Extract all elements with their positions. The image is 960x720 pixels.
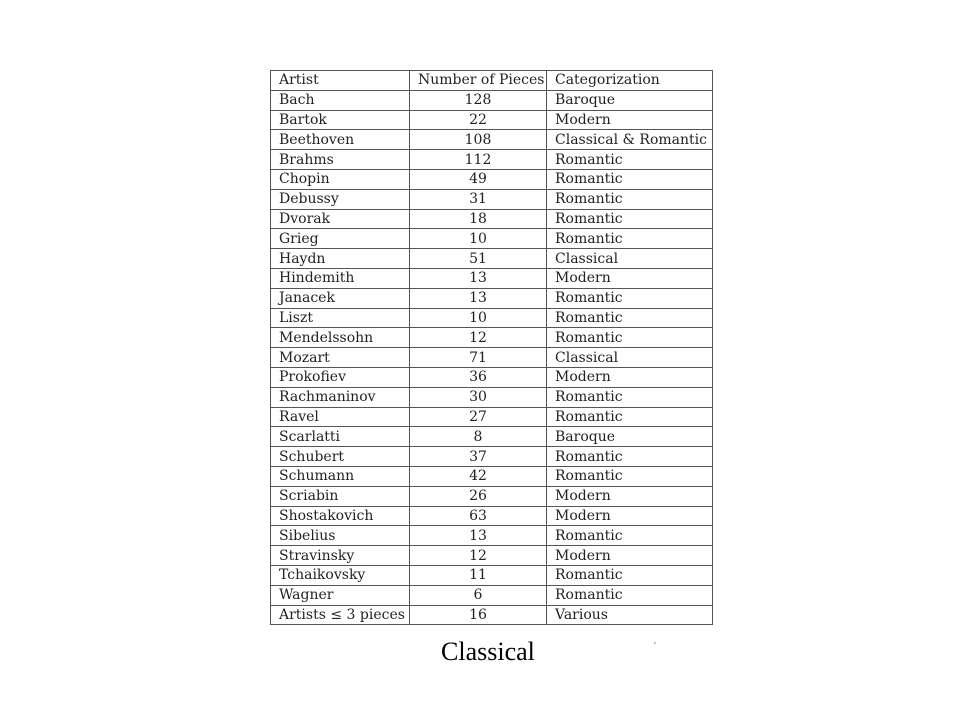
category-cell: Baroque xyxy=(547,427,713,447)
header-artist: Artist xyxy=(271,71,410,91)
pieces-cell: 63 xyxy=(410,506,547,526)
composer-table xyxy=(270,70,713,625)
artist-cell: Schubert xyxy=(271,447,410,467)
artist-cell: Artists ≤ 3 pieces xyxy=(271,605,410,625)
artist-cell: Beethoven xyxy=(271,130,410,150)
table-row xyxy=(271,229,713,249)
category-cell: Romantic xyxy=(547,150,713,170)
category-cell: Classical & Romantic xyxy=(547,130,713,150)
artist-cell: Bach xyxy=(271,90,410,110)
category-cell: Romantic xyxy=(547,189,713,209)
pieces-cell: 37 xyxy=(410,447,547,467)
table-row xyxy=(271,209,713,229)
table-row xyxy=(271,268,713,288)
category-cell: Romantic xyxy=(547,328,713,348)
table-row xyxy=(271,150,713,170)
artist-cell: Brahms xyxy=(271,150,410,170)
artist-cell: Janacek xyxy=(271,288,410,308)
table-row xyxy=(271,130,713,150)
pieces-cell: 36 xyxy=(410,367,547,387)
category-cell: Classical xyxy=(547,348,713,368)
pieces-cell: 27 xyxy=(410,407,547,427)
table-row xyxy=(271,308,713,328)
pieces-cell: 11 xyxy=(410,565,547,585)
pieces-cell: 31 xyxy=(410,189,547,209)
artist-cell: Debussy xyxy=(271,189,410,209)
category-cell: Romantic xyxy=(547,387,713,407)
artist-cell: Stravinsky xyxy=(271,546,410,566)
pieces-cell: 12 xyxy=(410,328,547,348)
pieces-cell: 22 xyxy=(410,110,547,130)
category-cell: Modern xyxy=(547,486,713,506)
category-cell: Romantic xyxy=(547,447,713,467)
category-cell: Romantic xyxy=(547,565,713,585)
artist-cell: Bartok xyxy=(271,110,410,130)
pieces-cell: 13 xyxy=(410,526,547,546)
artist-cell: Scarlatti xyxy=(271,427,410,447)
artist-cell: Mozart xyxy=(271,348,410,368)
artist-cell: Sibelius xyxy=(271,526,410,546)
pieces-cell: 108 xyxy=(410,130,547,150)
pieces-cell: 10 xyxy=(410,229,547,249)
pieces-cell: 12 xyxy=(410,546,547,566)
artist-cell: Schumann xyxy=(271,466,410,486)
composer-table-container xyxy=(270,70,712,625)
artist-cell: Rachmaninov xyxy=(271,387,410,407)
table-row xyxy=(271,506,713,526)
table-row xyxy=(271,407,713,427)
pieces-cell: 42 xyxy=(410,466,547,486)
table-header-row xyxy=(271,71,713,91)
pieces-cell: 10 xyxy=(410,308,547,328)
artist-cell: Mendelssohn xyxy=(271,328,410,348)
pieces-cell: 26 xyxy=(410,486,547,506)
caption-classical: Classical xyxy=(441,637,535,666)
artist-cell: Wagner xyxy=(271,585,410,605)
table-row xyxy=(271,546,713,566)
artist-cell: Ravel xyxy=(271,407,410,427)
pieces-cell: 49 xyxy=(410,169,547,189)
artist-cell: Chopin xyxy=(271,169,410,189)
table-row xyxy=(271,189,713,209)
pieces-cell: 13 xyxy=(410,268,547,288)
header-categorization: Categorization xyxy=(547,71,713,91)
table-row xyxy=(271,387,713,407)
pieces-cell: 18 xyxy=(410,209,547,229)
category-cell: Modern xyxy=(547,110,713,130)
table-row xyxy=(271,605,713,625)
category-cell: Romantic xyxy=(547,209,713,229)
pieces-cell: 51 xyxy=(410,249,547,269)
pieces-cell: 30 xyxy=(410,387,547,407)
category-cell: Romantic xyxy=(547,585,713,605)
artist-cell: Liszt xyxy=(271,308,410,328)
pieces-cell: 71 xyxy=(410,348,547,368)
artist-cell: Shostakovich xyxy=(271,506,410,526)
table-row xyxy=(271,367,713,387)
table-row xyxy=(271,447,713,467)
category-cell: Classical xyxy=(547,249,713,269)
artist-cell: Prokofiev xyxy=(271,367,410,387)
table-row xyxy=(271,565,713,585)
category-cell: Romantic xyxy=(547,288,713,308)
table-row xyxy=(271,526,713,546)
category-cell: Romantic xyxy=(547,229,713,249)
pieces-cell: 8 xyxy=(410,427,547,447)
category-cell: Modern xyxy=(547,546,713,566)
artist-cell: Hindemith xyxy=(271,268,410,288)
table-row xyxy=(271,288,713,308)
category-cell: Modern xyxy=(547,268,713,288)
artist-cell: Tchaikovsky xyxy=(271,565,410,585)
stray-mark: ʼ xyxy=(653,640,657,652)
category-cell: Romantic xyxy=(547,466,713,486)
artist-cell: Dvorak xyxy=(271,209,410,229)
category-cell: Romantic xyxy=(547,407,713,427)
table-row xyxy=(271,169,713,189)
pieces-cell: 128 xyxy=(410,90,547,110)
header-number-of-pieces: Number of Pieces xyxy=(410,71,547,91)
category-cell: Baroque xyxy=(547,90,713,110)
pieces-cell: 112 xyxy=(410,150,547,170)
table-row xyxy=(271,328,713,348)
category-cell: Romantic xyxy=(547,526,713,546)
table-row xyxy=(271,348,713,368)
table-row xyxy=(271,466,713,486)
table-row xyxy=(271,427,713,447)
table-row xyxy=(271,90,713,110)
category-cell: Various xyxy=(547,605,713,625)
category-cell: Modern xyxy=(547,367,713,387)
table-body xyxy=(271,90,713,625)
category-cell: Modern xyxy=(547,506,713,526)
artist-cell: Grieg xyxy=(271,229,410,249)
table-row xyxy=(271,486,713,506)
table-row xyxy=(271,585,713,605)
artist-cell: Haydn xyxy=(271,249,410,269)
table-row xyxy=(271,249,713,269)
pieces-cell: 16 xyxy=(410,605,547,625)
pieces-cell: 6 xyxy=(410,585,547,605)
table-row xyxy=(271,110,713,130)
pieces-cell: 13 xyxy=(410,288,547,308)
artist-cell: Scriabin xyxy=(271,486,410,506)
category-cell: Romantic xyxy=(547,169,713,189)
category-cell: Romantic xyxy=(547,308,713,328)
